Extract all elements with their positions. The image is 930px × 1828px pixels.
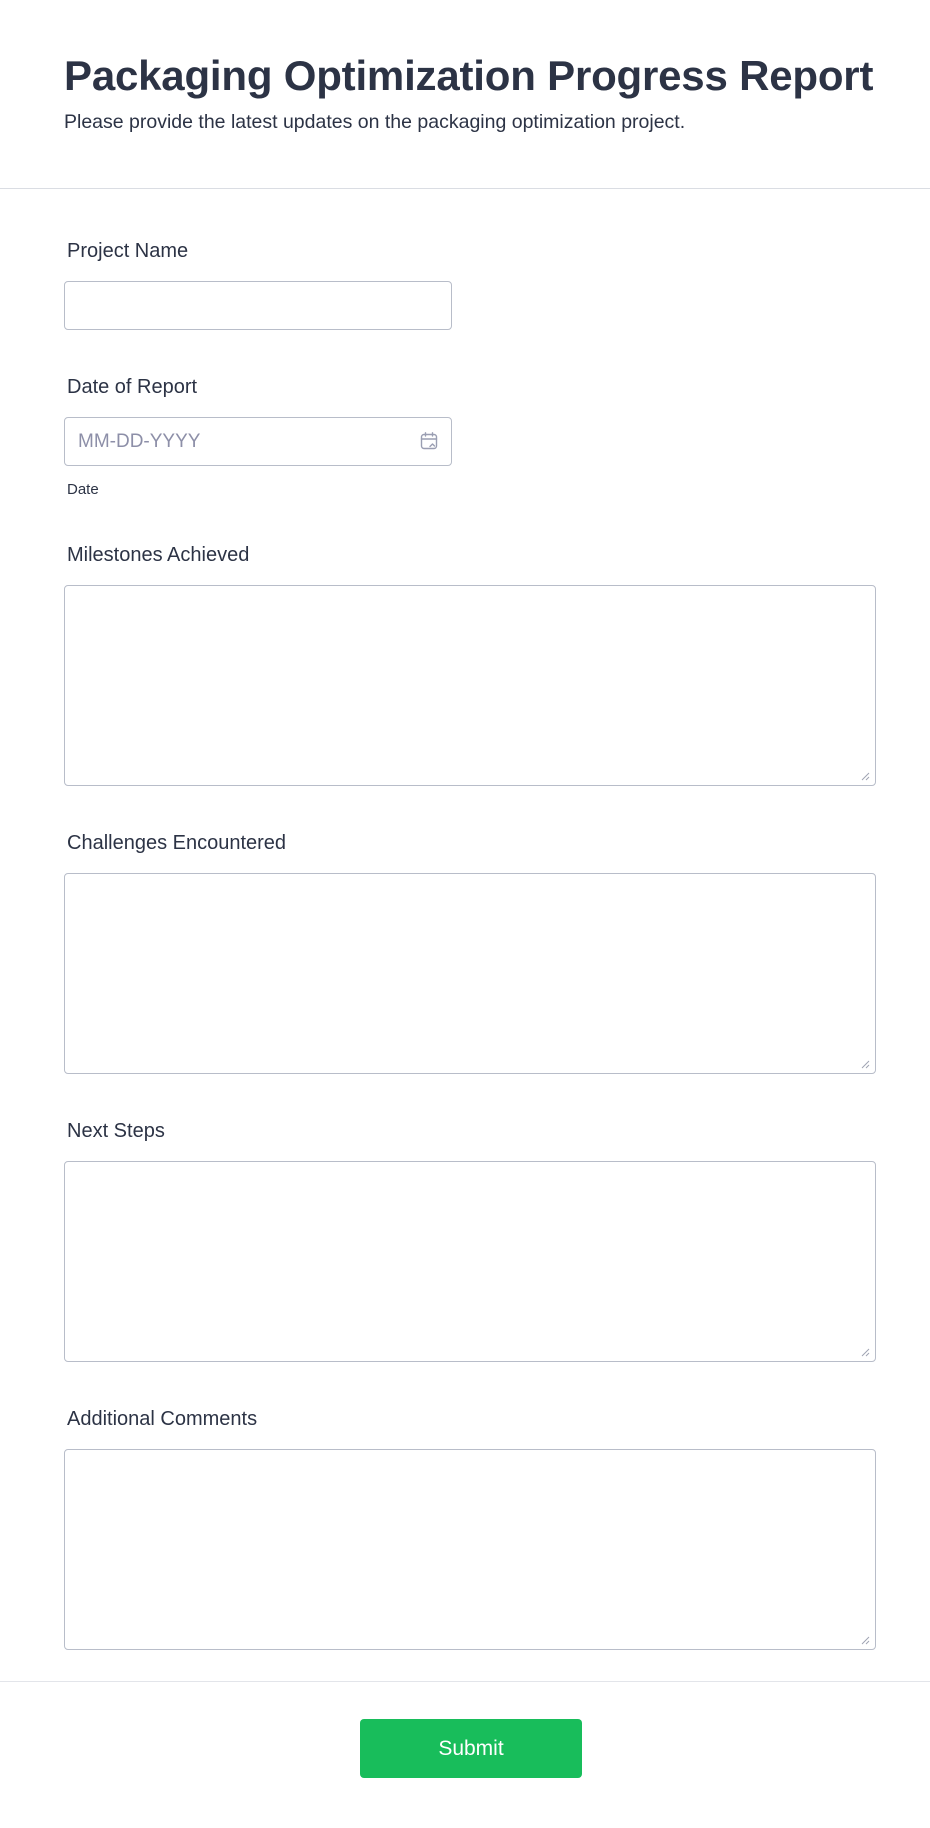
comments-textarea[interactable] bbox=[64, 1449, 876, 1650]
milestones-label: Milestones Achieved bbox=[67, 544, 250, 566]
calendar-icon[interactable] bbox=[419, 431, 439, 451]
challenges-textarea[interactable] bbox=[64, 873, 876, 1074]
next-steps-label: Next Steps bbox=[67, 1120, 165, 1142]
project-name-label: Project Name bbox=[67, 240, 189, 262]
resize-handle-icon[interactable] bbox=[860, 1059, 870, 1069]
date-field bbox=[64, 417, 452, 466]
form-subtitle: Please provide the latest updates on the packaging optimization project. bbox=[64, 111, 686, 133]
resize-handle-icon[interactable] bbox=[860, 771, 870, 781]
date-input[interactable] bbox=[64, 417, 452, 466]
date-of-report-label: Date of Report bbox=[67, 376, 198, 398]
form-title: Packaging Optimization Progress Report bbox=[64, 52, 874, 99]
next-steps-textarea[interactable] bbox=[64, 1161, 876, 1362]
submit-button[interactable]: Submit bbox=[360, 1719, 582, 1778]
date-sublabel: Date bbox=[67, 481, 99, 498]
project-name-input[interactable] bbox=[64, 281, 452, 330]
resize-handle-icon[interactable] bbox=[860, 1635, 870, 1645]
challenges-label: Challenges Encountered bbox=[67, 832, 287, 854]
resize-handle-icon[interactable] bbox=[860, 1347, 870, 1357]
comments-label: Additional Comments bbox=[67, 1408, 258, 1430]
form-header bbox=[0, 0, 930, 189]
milestones-textarea[interactable] bbox=[64, 585, 876, 786]
